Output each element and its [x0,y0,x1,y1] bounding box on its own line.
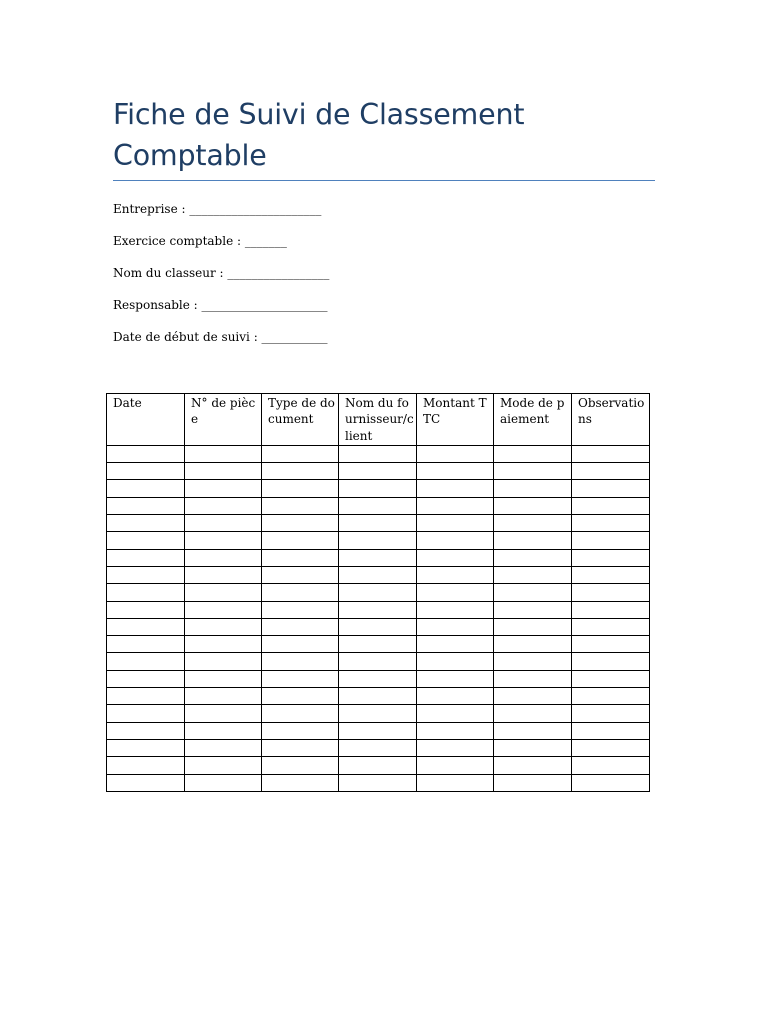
table-cell [339,705,417,722]
table-row [107,515,650,532]
table-cell [262,497,339,514]
table-cell [339,688,417,705]
table-cell [185,757,262,774]
table-cell [339,722,417,739]
table-row [107,653,650,670]
table-row [107,618,650,635]
table-cell [107,636,185,653]
table-cell [185,515,262,532]
table-cell [417,757,494,774]
table-row [107,445,650,462]
table-cell [107,757,185,774]
table-cell [185,584,262,601]
table-cell [262,601,339,618]
table-cell [185,688,262,705]
table-cell [572,722,650,739]
table-cell [572,653,650,670]
table-cell [185,532,262,549]
field-date-debut-suivi: Date de début de suivi : ___________ [113,330,328,344]
table-row [107,532,650,549]
table-cell [494,532,572,549]
table-body [107,445,650,791]
table-cell [417,584,494,601]
table-cell [185,722,262,739]
table-cell [339,566,417,583]
table-cell [107,670,185,687]
table-cell [572,515,650,532]
table-cell [262,566,339,583]
table-cell [572,566,650,583]
table-cell [417,688,494,705]
header-observations: Observations [572,394,650,446]
title-underline [113,180,655,181]
table-cell [572,670,650,687]
header-date: Date [107,394,185,446]
table-cell [417,515,494,532]
table-cell [417,445,494,462]
table-cell [572,774,650,791]
table-cell [339,445,417,462]
table-cell [494,722,572,739]
table-cell [494,549,572,566]
table-cell [417,618,494,635]
table-cell [494,584,572,601]
table-cell [262,618,339,635]
table-cell [417,601,494,618]
table-cell [339,549,417,566]
table-cell [339,670,417,687]
table-cell [494,515,572,532]
table-row [107,584,650,601]
table-cell [339,739,417,756]
table-cell [185,636,262,653]
table-cell [107,549,185,566]
table-cell [339,532,417,549]
table-cell [185,497,262,514]
table-cell [494,463,572,480]
table-cell [262,688,339,705]
table-cell [107,515,185,532]
table-cell [572,757,650,774]
table-cell [107,445,185,462]
table-cell [262,515,339,532]
table-row [107,757,650,774]
table-cell [417,497,494,514]
header-type-document: Type de document [262,394,339,446]
table-cell [262,670,339,687]
table-cell [339,618,417,635]
table-cell [339,757,417,774]
table-cell [494,445,572,462]
table-cell [262,549,339,566]
table-cell [339,584,417,601]
table-cell [494,670,572,687]
table-cell [572,739,650,756]
field-entreprise: Entreprise : ______________________ [113,202,322,216]
table-cell [494,480,572,497]
table-row [107,636,650,653]
header-numero-piece: N° de pièce [185,394,262,446]
page-title: Fiche de Suivi de Classement Comptable [113,98,525,172]
table-cell [339,515,417,532]
table-cell [417,739,494,756]
table-cell [185,739,262,756]
table-cell [262,774,339,791]
table-cell [572,636,650,653]
table-cell [417,705,494,722]
table-cell [107,722,185,739]
table-cell [339,774,417,791]
table-cell [494,618,572,635]
table-cell [572,618,650,635]
table-cell [572,584,650,601]
header-montant-ttc: Montant TTC [417,394,494,446]
table-cell [107,774,185,791]
info-fields [113,201,329,361]
table-cell [572,549,650,566]
table-cell [572,705,650,722]
table-cell [185,480,262,497]
table-cell [107,688,185,705]
table-cell [107,601,185,618]
table-cell [185,549,262,566]
table-cell [572,480,650,497]
table-cell [262,532,339,549]
table-row [107,670,650,687]
table-cell [417,463,494,480]
table-cell [185,653,262,670]
table-row [107,722,650,739]
table-cell [494,757,572,774]
table-cell [339,636,417,653]
table-cell [494,636,572,653]
table-cell [262,463,339,480]
table-row [107,705,650,722]
table-cell [185,566,262,583]
table-cell [494,739,572,756]
table-cell [572,532,650,549]
table-cell [417,480,494,497]
table-cell [417,532,494,549]
table-cell [494,688,572,705]
table-row [107,497,650,514]
table-cell [417,636,494,653]
table-cell [185,463,262,480]
table-cell [494,566,572,583]
table-cell [107,532,185,549]
table-cell [262,480,339,497]
table-row [107,601,650,618]
field-nom-du-classeur: Nom du classeur : _________________ [113,266,330,280]
table-cell [417,566,494,583]
table-cell [185,601,262,618]
table-cell [107,705,185,722]
table-row [107,566,650,583]
table-row [107,549,650,566]
table-cell [494,653,572,670]
header-mode-paiement: Mode de paiement [494,394,572,446]
table-cell [107,739,185,756]
table-row [107,774,650,791]
table-cell [494,774,572,791]
table-cell [417,653,494,670]
table-cell [417,549,494,566]
table-cell [107,463,185,480]
table-cell [262,705,339,722]
table-cell [262,757,339,774]
field-responsable: Responsable : _____________________ [113,298,328,312]
table-row [107,739,650,756]
table-cell [339,601,417,618]
table-cell [262,739,339,756]
table-cell [185,618,262,635]
table-row [107,688,650,705]
table-header-row [107,394,650,446]
table-cell [107,618,185,635]
table-row [107,463,650,480]
table-cell [572,445,650,462]
table-cell [107,584,185,601]
table-cell [494,601,572,618]
table-cell [262,445,339,462]
table-cell [107,566,185,583]
table-cell [339,653,417,670]
table-cell [262,722,339,739]
table-cell [572,497,650,514]
header-nom-fournisseur-client: Nom du fournisseur/client [339,394,417,446]
table-cell [107,497,185,514]
table-cell [494,497,572,514]
table-cell [185,774,262,791]
table-cell [339,480,417,497]
table-cell [107,653,185,670]
table-cell [107,480,185,497]
tracking-table [106,393,650,792]
table-cell [417,670,494,687]
table-cell [185,670,262,687]
table-cell [339,463,417,480]
table-cell [572,463,650,480]
table-cell [339,497,417,514]
table-cell [185,445,262,462]
table-cell [262,584,339,601]
table-cell [572,601,650,618]
table-cell [572,688,650,705]
table-cell [417,722,494,739]
field-exercice-comptable: Exercice comptable : _______ [113,234,287,248]
table-cell [262,636,339,653]
table-cell [494,705,572,722]
table-cell [262,653,339,670]
table-row [107,480,650,497]
table-cell [185,705,262,722]
table-cell [417,774,494,791]
